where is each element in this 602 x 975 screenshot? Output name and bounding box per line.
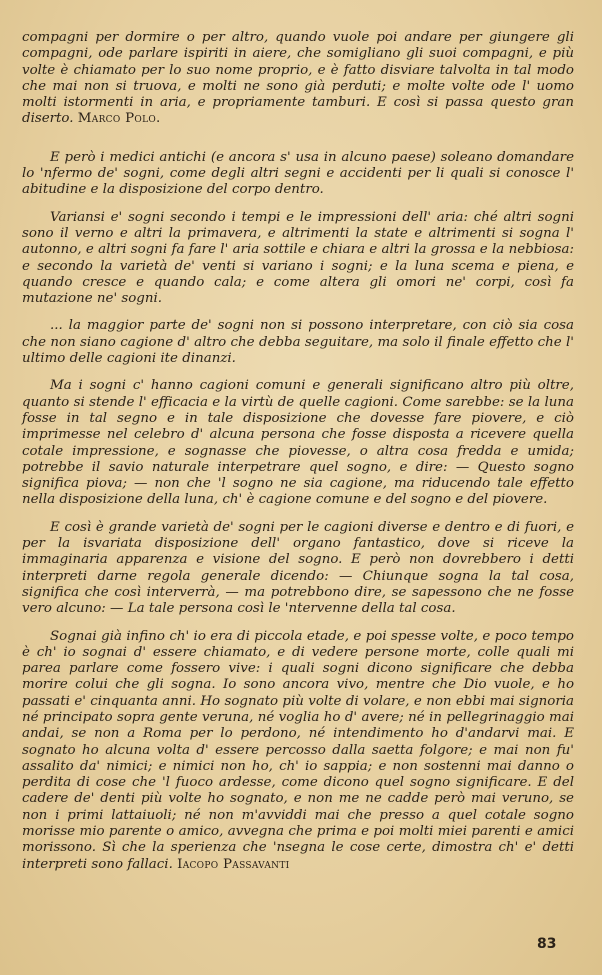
paragraph-text: E così è grande varietà de' sogni per le cagioni diverse e dentro e di fuori, e per la isvariata disposizione dell' organo fantastico, dove si riceve la immaginaria apparenza e visione del sogno. E però non dovrebbero i detti interpreti darne regola generale dicendo: — Chiunque sogna la tal cosa, significa che così interverrà, — ma potrebbono dire, se sapessono che ne fosse vero alcuno: — La tale persona così le 'ntervenne della tal cosa. [22,519,574,617]
author-name: Marco Polo. [77,111,161,127]
paragraph-text: Sognai già infino ch' io era di piccola etade, e poi spesse volte, e poco tempo è ch' io sognai d' essere chiamato, e di vedere persone morte, colle quali mi parea parlare come fossero vive: i quali sogni dicono significare che debba morire colui che gli sogna. Io sono ancora vivo, mentre che Dio vuole, e ho passati e' cinquanta anni. Ho sognato più volte di volare, e non ebbi mai signoria né principato sopra gente veruna, né voglia ho d' avere; né in pellegrinaggio mai andai, se non a Roma per lo perdono, né intendimento ho d'andarvi mai. E sognato ho alcuna volta d' essere percosso dalla saetta folgore; e mai non fu' assalito da' nimici; e nimici non ho, ch' io sappia; e non sostenni mai danno o perdita di cose che 'l fuoco ardesse, come dicono quel sogno significare. E del cadere de' denti più volte ho sognato, e non me ne cadde però mai veruno, se non i primi lattaiuoli; né non m'avviddi mai che presso a quel cotale sogno morisse mio parente o amico, avvegna che prima e poi molti miei parenti e amici morissono. Sì che la sperienza che 'nsegna le cose certe, dimostra ch' e' detti interpreti sono fallaci. [22,628,574,872]
text-column [22,30,574,873]
page-number: 83 [537,936,557,952]
paragraph [22,378,574,508]
paragraph-text: Ma i sogni c' hanno cagioni comuni e generali significano altro più oltre, quanto si stende l' efficacia e la virtù de quelle cagioni. Come sarebbe: se la luna fosse in tal segno e in tale disposizione che dovesse fare piovere, e ciò imprimesse nel celebro d' alcuna persona che fosse disposta a ricevere quella cotale impressione, e sognasse che piovesse, o altra cosa fredda e umida; potrebbe il savio naturale interpetrare quel sogno, e dire: — Questo sogno significa piova; — non che 'l sogno ne sia cagione, ma riducendo tale effetto nella disposizione della luna, ch' è cagione comune e del sogno e del piovere. [22,378,574,508]
paragraph-passavanti [22,629,574,873]
paragraph-text: ... la maggior parte de' sogni non si possono interpretare, con ciò sia cosa che non siano cagione d' altro che debba seguitare, ma solo il finale effetto che l' ultimo delle cagioni ite dinanzi. [22,318,574,367]
paragraph-text: Variansi e' sogni secondo i tempi e le impressioni dell' aria: ché altri sogni sono il verno e altri la primavera, e altrimenti la state e altrimenti si sogna l' autonno, e altri sogni fa fare l' aria sottile e chiara e altri la grossa e la nebbiosa: e secondo la varietà de' venti si variano i sogni; e la luna scema e piena, e quando cresce e quando cala; e come altera gli omori ne' corpi, così fa mutazione ne' sogni. [22,209,574,307]
paragraph-marco-polo [22,30,574,128]
paragraph [22,520,574,618]
paragraph [22,150,574,199]
paragraph-text: compagni per dormire o per altro, quando vuole poi andare per giungere gli compagni, ode parlare ispiriti in aiere, che somigliano gli suoi compagni, e più volte è chiamato per lo suo nome proprio, e è fatto disviare talvolta in tal modo che mai non si truova, e molti ne sono già perduti; e molte volte ode l' uomo molti istormenti in aria, e propriamente tamburi. E così si passa questo gran diserto. [22,30,574,127]
paragraph [22,318,574,367]
paragraph-text: E però i medici antichi (e ancora s' usa in alcuno paese) soleano domandare lo 'nfermo de' sogni, come degli altri segni e accidenti per li quali si conosce l' abitudine e la disposizione del corpo dentro. [22,149,574,198]
paragraph [22,210,574,308]
author-name: Iacopo Passavanti [177,856,290,872]
